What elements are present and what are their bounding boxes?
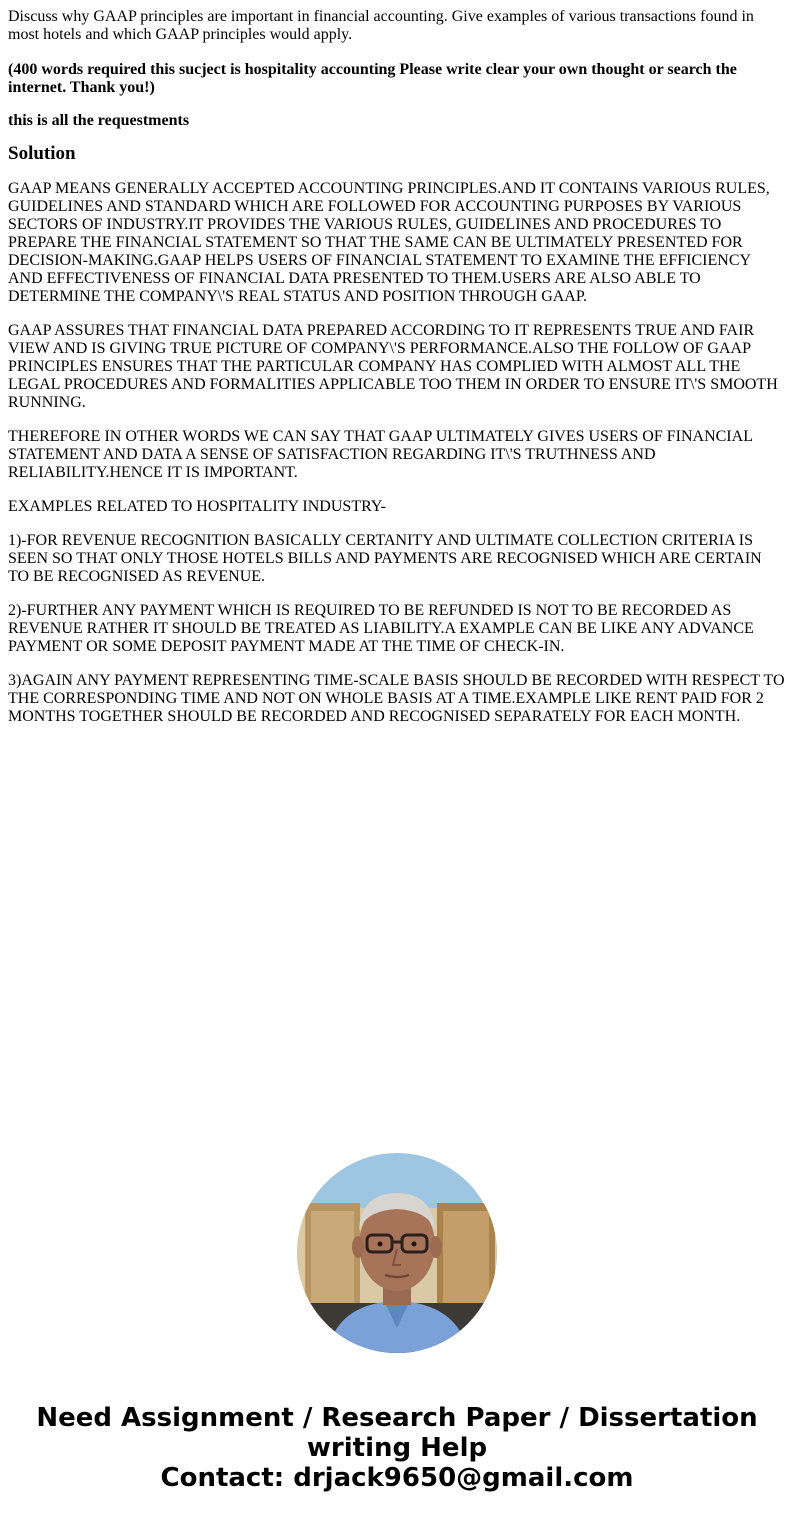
solution-paragraph: GAAP MEANS GENERALLY ACCEPTED ACCOUNTING PRINCIPLES.AND IT CONTAINS VARIOUS RULES, GUIDELINES AND STANDARD WHICH ARE FOLLOWED FOR ACCOUNTING PURPOSES BY VARIOUS SECTORS OF INDUSTRY.IT PROVIDES THE VARIOUS RULES, GUIDELINES AND PROCEDURES TO PREPARE THE FINANCIAL STATEMENT SO THAT THE SAME CAN BE ULTIMATELY PRESENTED FOR DECISION-MAKING.GAAP HELPS USERS OF FINANCIAL STATEMENT TO EXAMINE THE EFFICIENCY AND EFFECTIVENESS OF FINANCIAL DATA PRESENTED TO THEM.USERS ARE ALSO ABLE TO DETERMINE THE COMPANY\'S REAL STATUS AND POSITION THROUGH GAAP.	[8, 180, 770, 305]
solution-heading: Solution	[8, 143, 76, 164]
contact-banner	[0, 1403, 794, 1493]
solution-paragraph: THEREFORE IN OTHER WORDS WE CAN SAY THAT GAAP ULTIMATELY GIVES USERS OF FINANCIAL STATEMENT AND DATA A SENSE OF SATISFACTION REGARDING IT\'S TRUTHNESS AND RELIABILITY.HENCE IT IS IMPORTANT.	[8, 428, 753, 481]
solution-paragraph: GAAP ASSURES THAT FINANCIAL DATA PREPARED ACCORDING TO IT REPRESENTS TRUE AND FAIR VIEW AND IS GIVING TRUE PICTURE OF COMPANY\'S PERFORMANCE.ALSO THE FOLLOW OF GAAP PRINCIPLES ENSURES THAT THE PARTICULAR COMPANY HAS COMPLIED WITH ALMOST ALL THE LEGAL PROCEDURES AND FORMALITIES APPLICABLE TOO THEM IN ORDER TO ENSURE IT\'S SMOOTH RUNNING.	[8, 322, 778, 411]
banner-line: writing Help	[306, 1433, 488, 1463]
example-item: 1)-FOR REVENUE RECOGNITION BASICALLY CERTANITY AND ULTIMATE COLLECTION CRITERIA IS SEEN SO THAT ONLY THOSE HOTELS BILLS AND PAYMENTS ARE RECOGNISED WHICH ARE CERTAIN TO BE RECOGNISED AS REVENUE.	[8, 532, 762, 585]
example-item: 2)-FURTHER ANY PAYMENT WHICH IS REQUIRED TO BE REFUNDED IS NOT TO BE RECORDED AS REVENUE RATHER IT SHOULD BE TREATED AS LIABILITY.A EXAMPLE CAN BE LIKE ANY ADVANCE PAYMENT OR SOME DEPOSIT PAYMENT MADE AT THE TIME OF CHECK-IN.	[8, 602, 754, 655]
question-requirement: (400 words required this sucject is hospitality accounting Please write clear your own thought or search the internet. Thank you!)	[8, 61, 737, 96]
author-avatar	[297, 1153, 497, 1353]
banner-line: Need Assignment / Research Paper / Dissertation	[36, 1403, 758, 1433]
author-portrait-image	[297, 1153, 497, 1353]
contact-email: Contact: drjack9650@gmail.com	[160, 1463, 634, 1493]
examples-heading: EXAMPLES RELATED TO HOSPITALITY INDUSTRY-	[8, 498, 386, 515]
document-body	[8, 0, 786, 726]
question-note: this is all the requestments	[8, 112, 190, 129]
example-item: 3)AGAIN ANY PAYMENT REPRESENTING TIME-SCALE BASIS SHOULD BE RECORDED WITH RESPECT TO THE CORRESPONDING TIME AND NOT ON WHOLE BASIS AT A TIME.EXAMPLE LIKE RENT PAID FOR 2 MONTHS TOGETHER SHOULD BE RECORDED AND RECOGNISED SEPARATELY FOR EACH MONTH.	[8, 672, 785, 725]
question-prompt: Discuss why GAAP principles are important in financial accounting. Give examples of various transactions found in most hotels and which GAAP principles would apply.	[8, 8, 754, 43]
